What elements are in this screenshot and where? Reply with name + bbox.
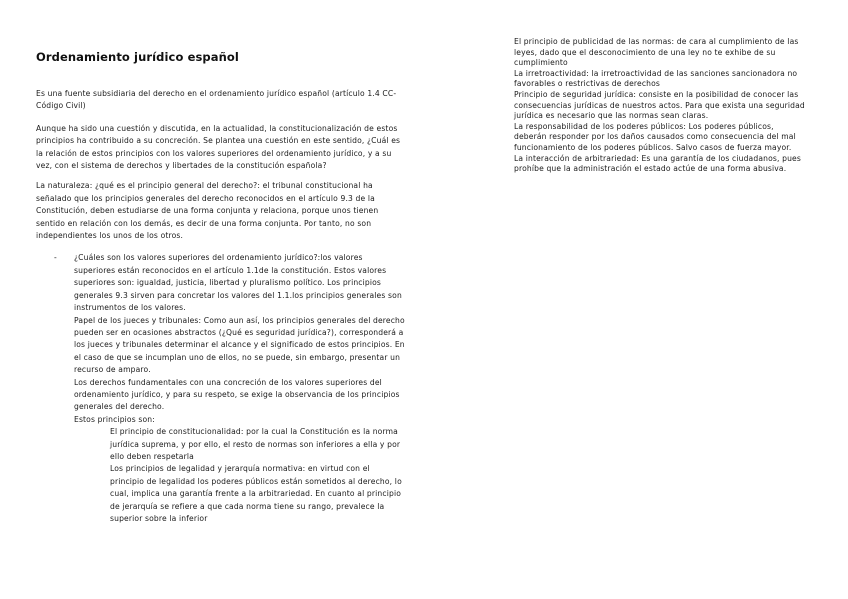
principles-list	[36, 252, 406, 525]
right-item-arbitrariedad: La interacción de arbitrariedad: Es una garantía de los ciudadanos, pues prohíbe que la administración el estado actúe de una forma abusiva.	[514, 153, 801, 174]
right-column	[514, 37, 806, 175]
right-item-irretroactividad: La irretroactividad: la irretroactividad de las sanciones sancionadora no favorables o restrictivas de derechos	[514, 68, 798, 89]
list-dash: -	[54, 253, 57, 263]
document-title: Ordenamiento jurídico español	[36, 50, 239, 64]
list-item-valores: ¿Cuáles son los valores superiores del ordenamiento jurídico?:los valores superiores están reconocidos en el artículo 1.1de la constitución. Estos valores superiores son: igualdad, justicia, libertad y pluralismo político. Los principios generales 9.3 sirven para concretar los valores del 1.1.los principios generales son instrumentos de los valores.	[74, 253, 402, 313]
paragraph-intro: Es una fuente subsidiaria del derecho en el ordenamiento jurídico español (artículo 1.4 CC-Código Civil)	[36, 89, 397, 111]
list-item-derechos: Los derechos fundamentales con una concreción de los valores superiores del ordenamiento jurídico, y para su respeto, se exige la observancia de los principios generales del derecho.	[74, 377, 400, 412]
right-item-publicidad: El principio de publicidad de las normas: de cara al cumplimiento de las leyes, dado que el desconocimiento de una ley no te exhibe de su cumplimiento	[514, 37, 799, 68]
right-item-seguridad: Principio de seguridad jurídica: consiste en la posibilidad de conocer las consecuencias jurídicas de nuestros actos. Para que exista una seguridad jurídica es necesario que las normas sean claras.	[514, 89, 805, 121]
paragraph-constitucionalizacion: Aunque ha sido una cuestión y discutida, en la actualidad, la constitucionalización de estos principios ha contribuido a su concreción. Se plantea una cuestión en este sentido, ¿Cuál es la relación de estos principios con los valores superiores del ordenamiento jurídico, y a su vez, con el sistema de derechos y libertades de la constitución española?	[36, 123, 401, 171]
sub-item-constitucionalidad: El principio de constitucionalidad: por la cual la Constitución es la norma jurídica suprema, y por ello, el resto de normas son inferiores a ella y por ello deben respetarla	[110, 427, 401, 461]
right-item-responsabilidad: La responsabilidad de los poderes públicos: Los poderes públicos, deberán responder por los daños causados como consecuencia del mal funcionamiento de los poderes públicos. Salvo casos de fuerza mayor.	[514, 121, 796, 152]
left-column	[36, 50, 406, 525]
sub-item-legalidad: Los principios de legalidad y jerarquía normativa: en virtud con el principio de legalidad los poderes públicos están sometidos al derecho, lo cual, implica una garantía frente a la arbitrariedad. En cuanto al principio de jerarquía se refiere a que cada norma tiene su rango, prevalece la superior sobre la inferior	[110, 464, 402, 523]
list-item-principios: Estos principios son:	[74, 414, 155, 424]
list-item-jueces: Papel de los jueces y tribunales: Como aun así, los principios generales del derecho pueden ser en ocasiones abstractos (¿Qué es seguridad jurídica?), corresponderá a los jueces y tribunales determinar el alcance y el significado de estos principios. En el caso de que se incumplan uno de ellos, no se puede, sin embargo, presentar un recurso de amparo.	[74, 315, 405, 375]
paragraph-naturaleza: La naturaleza: ¿qué es el principio general del derecho?: el tribunal constitucional ha señalado que los principios generales del derecho reconocidos en el artículo 9.3 de la Constitución, deben estudiarse de una forma conjunta y relaciona, porque unos tienen sentido en relación con los demás, es decir de una forma conjunta. Por tanto, no son independientes los unos de los otros.	[36, 181, 379, 241]
